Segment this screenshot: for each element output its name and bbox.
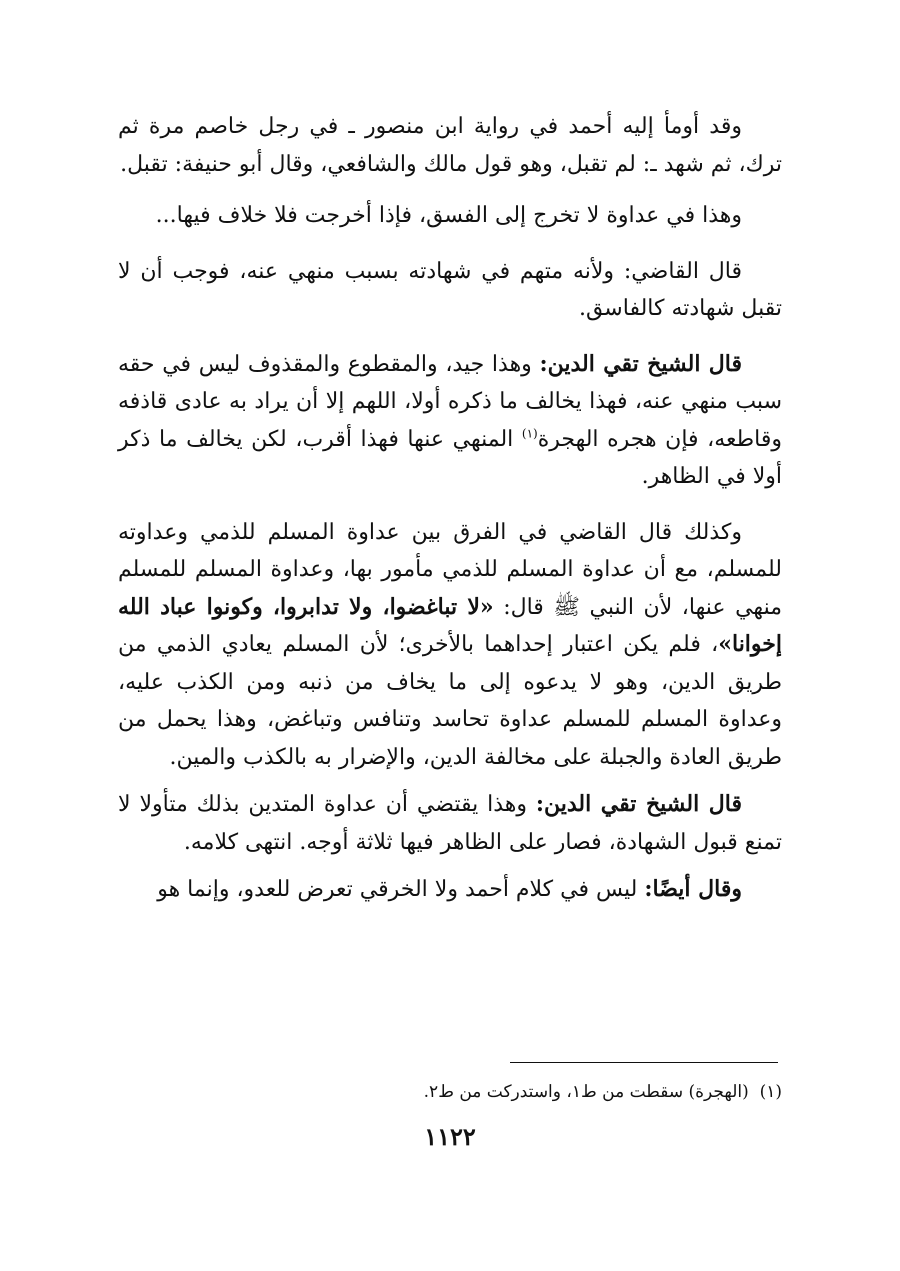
paragraph-2-text: وهذا في عداوة لا تخرج إلى الفسق، فإذا أخرجت فلا خلاف فيها... [155, 203, 742, 228]
paragraph-5-text-a: وكذلك قال القاضي في الفرق بين عداوة المسلم للذمي وعداوته للمسلم، مع أن عداوة المسلم للذمي مأمور بها، وعداوة المسلم للمسلم منهي عنها، لأن النبي ﷺ قال: [118, 519, 782, 620]
page-number: ١١٢٢ [424, 1122, 476, 1151]
paragraph-5 [118, 514, 782, 777]
paragraph-7-text: ليس في كلام أحمد ولا الخرقي تعرض للعدو، وإنما هو [157, 877, 645, 902]
footnote-text: (الهجرة) سقطت من ط١، واستدركت من ط٢. [423, 1082, 749, 1102]
paragraph-2 [118, 197, 782, 235]
footnote-reference[interactable]: (١) [521, 426, 538, 441]
paragraph-6 [118, 786, 782, 861]
speaker-label: قال الشيخ تقي الدين: [539, 350, 742, 377]
speaker-label: قال الشيخ تقي الدين: [535, 791, 742, 817]
paragraph-6-text: وهذا يقتضي أن عداوة المتدين بذلك متأولا لا تمنع قبول الشهادة، فصار على الظاهر فيها ثلاثة أوجه. انتهى كلامه. [118, 792, 782, 855]
paragraph-4-text-a: وهذا جيد، والمقطوع والمقذوف ليس في حقه سبب منهي عنه، فهذا يخالف ما ذكره أولا، اللهم إلا أن يراد به عادى قاذفه وقاطعه، فإن هجره الهجرة [118, 351, 782, 452]
paragraph-5-text-b: ، فلم يكن اعتبار إحداهما بالأخرى؛ لأن المسلم يعادي الذمي من طريق الدين، وهو لا يدعوه إلى ما يخاف من ذنبه ومن الكذب عليه، وعداوة المسلم للمسلم عداوة تحاسد وتنافس وتباغض، وهذا يحمل من طريق العادة والجبلة على مخالفة الدين، والإضرار به بالكذب والمين. [118, 632, 782, 770]
paragraph-7 [118, 871, 782, 909]
paragraph-3-text: قال القاضي: ولأنه متهم في شهادته بسبب منهي عنه، فوجب أن لا تقبل شهادته كالفاسق. [118, 258, 782, 321]
paragraph-4 [118, 346, 782, 496]
footnote [118, 1078, 782, 1106]
speaker-label: وقال أيضًا: [644, 876, 742, 902]
footnote-divider [510, 1062, 778, 1063]
footnote-marker: (١) [759, 1082, 782, 1102]
paragraph-1-text: وقد أومأ إليه أحمد في رواية ابن منصور ـ في رجل خاصم مرة ثم ترك، ثم شهد ـ: لم تقبل، وهو قول مالك والشافعي، وقال أبو حنيفة: تقبل. [118, 114, 782, 177]
main-text [118, 108, 782, 909]
paragraph-1 [118, 108, 782, 183]
paragraph-3 [118, 253, 782, 328]
hadith-quote: «لا تباغضوا، ولا تدابروا، وكونوا عباد الله إخوانا» [118, 593, 782, 657]
paragraph-4-text-b: المنهي عنها فهذا أقرب، لكن يخالف ما ذكر أولا في الظاهر. [118, 426, 782, 489]
